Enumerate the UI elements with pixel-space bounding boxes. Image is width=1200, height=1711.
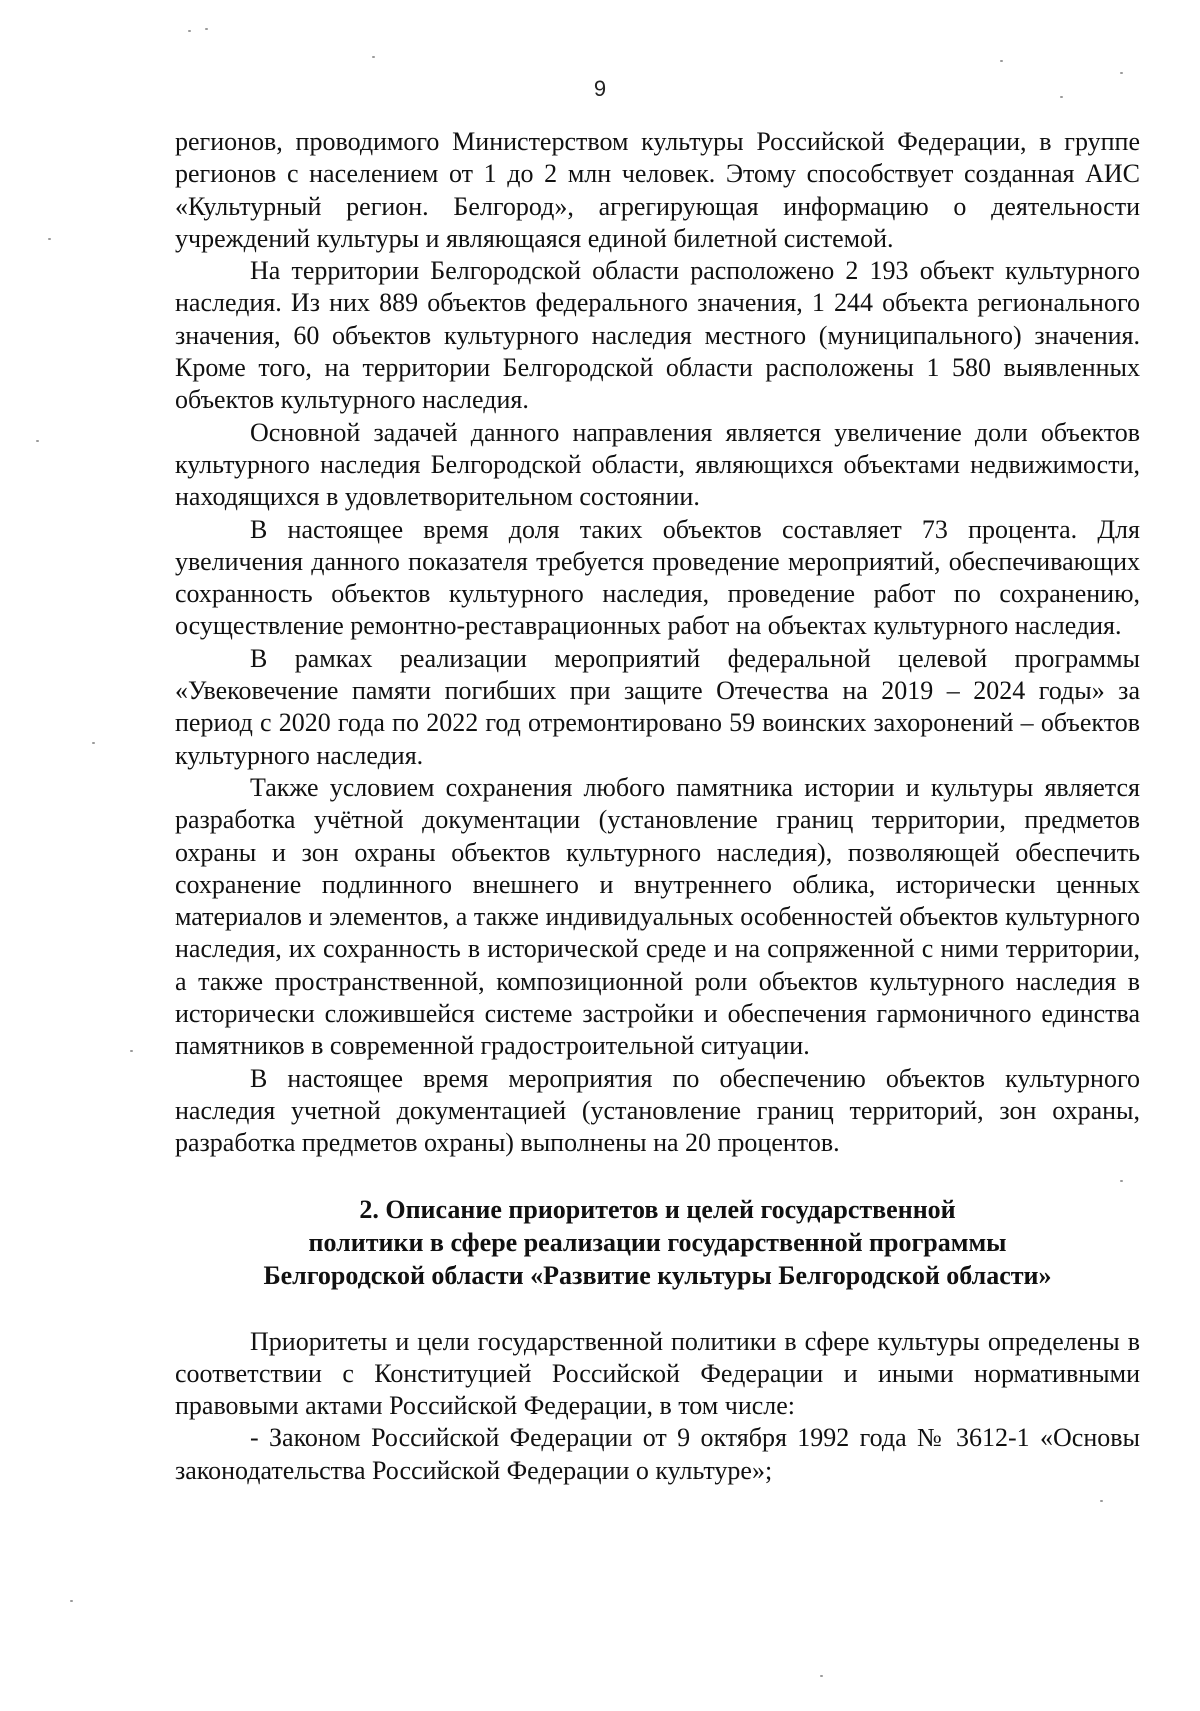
paragraph-documentation-progress: В настоящее время мероприятия по обеспечению объектов культурного наследия учетной документацией (установление границ территорий, зон охраны, разработка предметов охраны) выполнены на 20 процентов. bbox=[175, 1063, 1140, 1158]
section-heading-line-3: Белгородской области «Развитие культуры Белгородской области» bbox=[263, 1260, 1052, 1290]
paragraph-main-task: Основной задачей данного направления является увеличение доли объектов культурного наследия Белгородской области, являющихся объектами недвижимости, находящихся в удовлетворительном состоянии. bbox=[175, 417, 1140, 512]
paragraph-documentation: Также условием сохранения любого памятника истории и культуры является разработка учётной документации (установление границ территории, предметов охраны и зон охраны объектов культурного наследия), позволяющей обеспечить сохранение подлинного внешнего и внутреннего облика, исторически ценных материалов и элементов, а также индивидуальных особенностей объектов культурного наследия, их сохранность в исторической среде и на сопряженной с ними территории, а также пространственной, композиционной роли объектов культурного наследия в исторически сложившейся системе застройки и обеспечения гармоничного единства памятников в современной градостроительной ситуации. bbox=[175, 772, 1140, 1061]
scan-noise bbox=[36, 440, 39, 442]
scan-noise bbox=[1120, 72, 1123, 74]
document-body bbox=[175, 126, 1140, 1487]
section-heading bbox=[175, 1193, 1140, 1292]
scan-noise bbox=[820, 1675, 823, 1677]
paragraph-federal-program: В рамках реализации мероприятий федеральной целевой программы «Увековечение памяти погибших при защите Отечества на 2019 – 2024 годы» за период с 2020 года по 2022 год отремонтировано 59 воинских захоронений – объектов культурного наследия. bbox=[175, 643, 1140, 770]
paragraph-priorities: Приоритеты и цели государственной политики в сфере культуры определены в соответствии с Конституцией Российской Федерации и иными нормативными правовыми актами Российской Федерации, в том числе: bbox=[175, 1326, 1140, 1421]
paragraph-share: В настоящее время доля таких объектов составляет 73 процента. Для увеличения данного показателя требуется проведение мероприятий, обеспечивающих сохранность объектов культурного наследия, проведение работ по сохранению, осуществление ремонтно-реставрационных работ на объектах культурного наследия. bbox=[175, 514, 1140, 641]
scan-noise bbox=[1060, 96, 1063, 98]
scan-noise bbox=[48, 238, 51, 240]
section-heading-line-2: политики в сфере реализации государственной программы bbox=[308, 1227, 1007, 1257]
scan-noise bbox=[70, 1600, 73, 1602]
scan-noise bbox=[1000, 60, 1003, 62]
scan-noise bbox=[1120, 1180, 1123, 1182]
scan-noise bbox=[205, 28, 208, 30]
scan-noise bbox=[372, 56, 375, 58]
paragraph-objects-count: На территории Белгородской области расположено 2 193 объект культурного наследия. Из них 889 объектов федерального значения, 1 244 объекта регионального значения, 60 объектов культурного наследия местного (муниципального) значения. Кроме того, на территории Белгородской области расположены 1 580 выявленных объектов культурного наследия. bbox=[175, 256, 1140, 415]
scan-noise bbox=[92, 742, 95, 744]
paragraph-law: - Законом Российской Федерации от 9 октября 1992 года № 3612-1 «Основы законодательства Российской Федерации о культуре»; bbox=[175, 1423, 1140, 1485]
scan-noise bbox=[1100, 1500, 1103, 1502]
scan-noise bbox=[188, 30, 191, 32]
paragraph-continuation: регионов, проводимого Министерством культуры Российской Федерации, в группе регионов с населением от 1 до 2 млн человек. Этому способствует созданная АИС «Культурный регион. Белгород», агрегирующая информацию о деятельности учреждений культуры и являющаяся единой билетной системой. bbox=[175, 127, 1140, 253]
section-heading-line-1: 2. Описание приоритетов и целей государственной bbox=[359, 1194, 956, 1224]
page-number: 9 bbox=[593, 76, 607, 101]
scan-noise bbox=[130, 1050, 133, 1052]
